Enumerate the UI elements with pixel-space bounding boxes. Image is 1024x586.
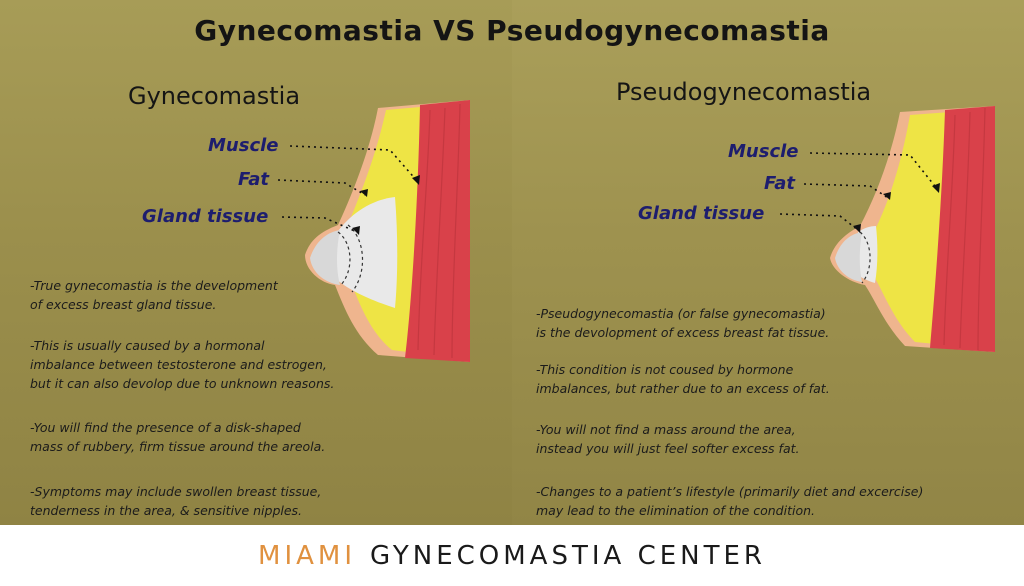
footer-brand-text: GYNECOMASTIA CENTER [370, 540, 766, 571]
right-paragraph-3: -You will not find a mass around the area, instead you will just feel softer excess fat. [536, 422, 800, 456]
right-heading: Pseudogynecomastia [616, 78, 872, 106]
left-fat-pointer [278, 180, 365, 195]
footer-banner [0, 525, 1024, 586]
right-gland-pointer [780, 214, 858, 230]
left-breast-diagram [278, 100, 470, 362]
right-nipple [835, 232, 862, 282]
left-paragraph-2: -This is usually caused by a hormonal imbalance between testosterone and estrogen, but it can also devolop due to unknown reasons. [30, 338, 335, 391]
left-paragraph-4: -Symptoms may include swollen breast tissue, tenderness in the area, & sensitive nipples. [30, 484, 322, 518]
right-label-muscle: Muscle [728, 141, 799, 162]
page-title: Gynecomastia VS Pseudogynecomastia [194, 14, 830, 47]
left-label-muscle: Muscle [208, 135, 279, 156]
right-label-fat: Fat [764, 173, 795, 194]
left-label-fat: Fat [238, 169, 269, 190]
left-paragraph-3: -You will find the presence of a disk-shaped mass of rubbery, firm tissue around the areola. [30, 420, 326, 454]
right-paragraph-2: -This condition is not coused by hormone imbalances, but rather due to an excess of fat. [536, 362, 830, 396]
right-label-gland: Gland tissue [638, 203, 765, 224]
left-heading: Gynecomastia [128, 82, 301, 110]
right-paragraph-4: -Changes to a patient’s lifestyle (primarily diet and excercise) may lead to the elimination of the condition. [536, 484, 924, 518]
left-label-gland: Gland tissue [142, 206, 269, 227]
right-paragraph-1: -Pseudogynecomastia (or false gynecomastia) is the devolopment of excess breast fat tissue. [536, 306, 830, 340]
left-paragraph-1: -True gynecomastia is the development of excess breast gland tissue. [30, 278, 278, 312]
footer-accent-text: MIAMI [258, 540, 357, 571]
